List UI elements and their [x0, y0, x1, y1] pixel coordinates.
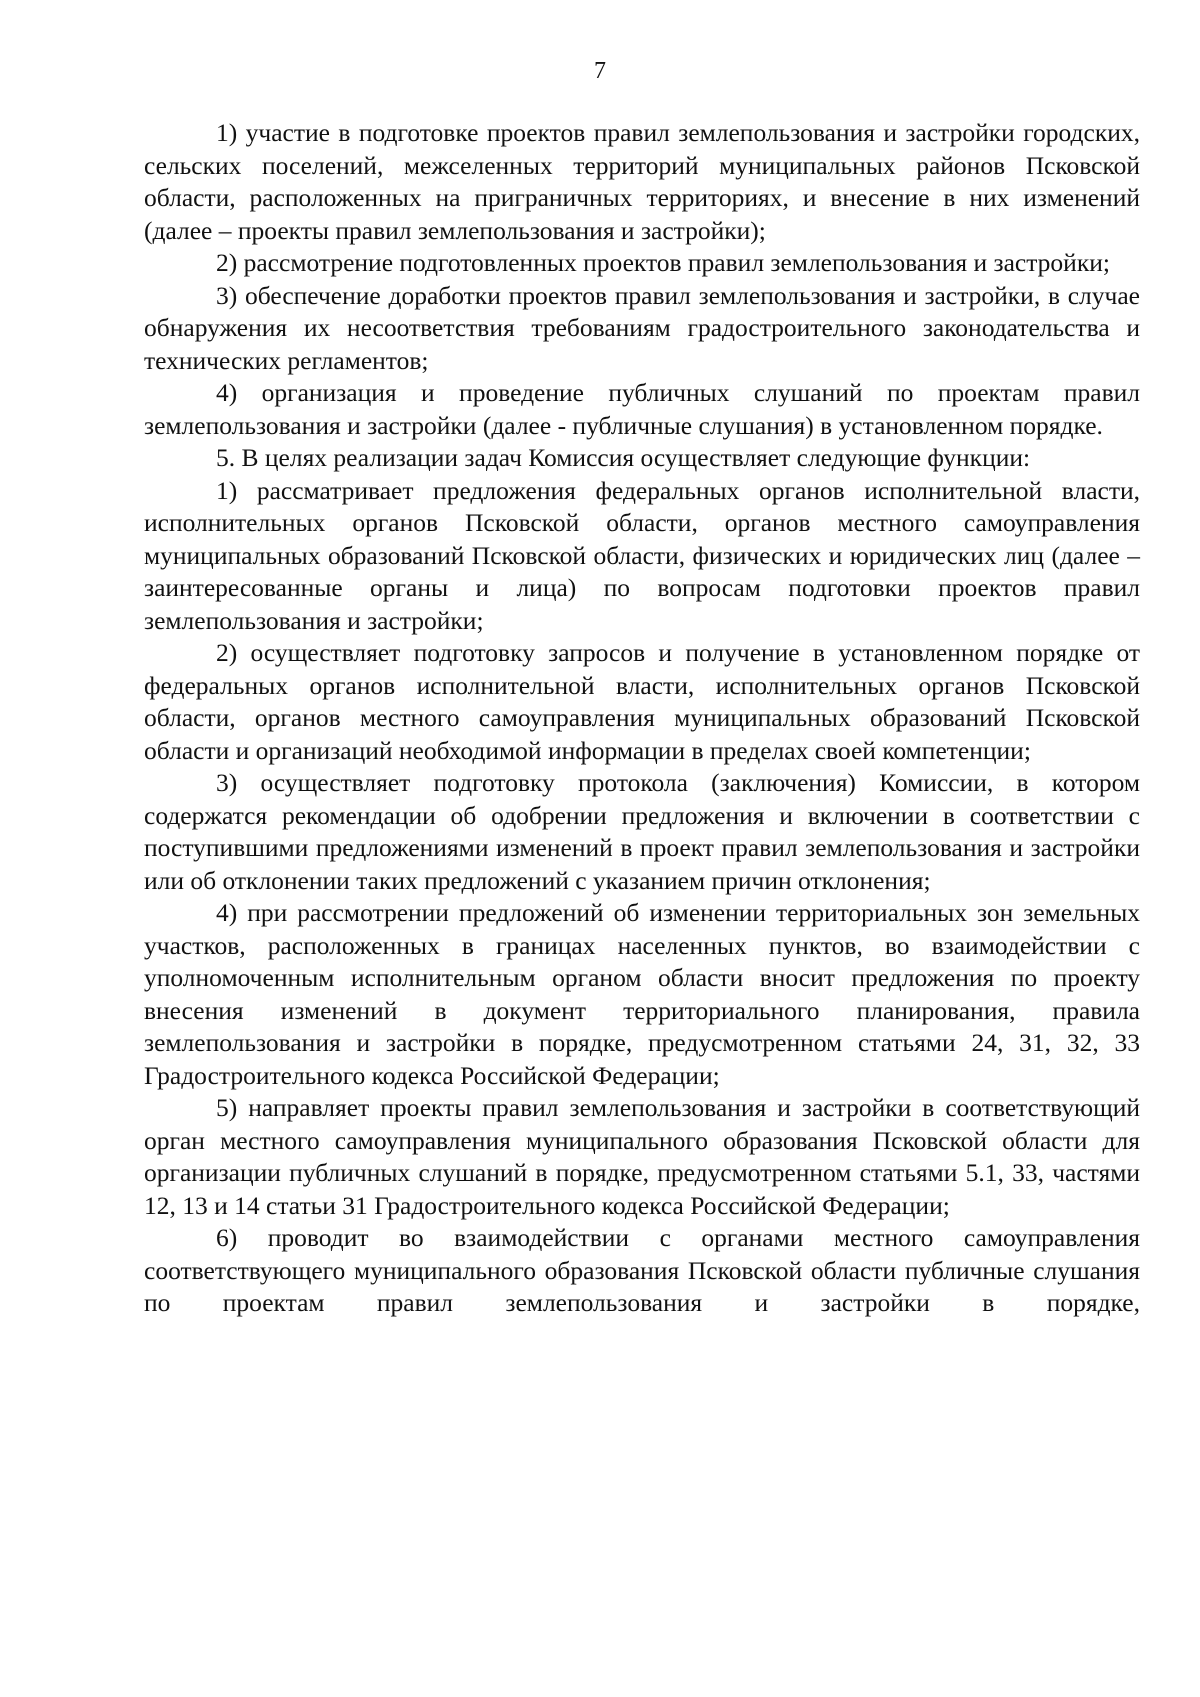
paragraph-function-4: 4) при рассмотрении предложений об изменении территориальных зон земельных участков, расположенных в границах населенных пунктов, во взаимодействии с уполномоченным исполнительным органом области вносит предложения по проекту внесения изменений в документ территориального планирования, правила землепользования и застройки в порядке, предусмотренном статьями 24, 31, 32, 33 Градостроительного кодекса Российской Федерации; [144, 898, 1140, 1090]
paragraph-function-3: 3) осуществляет подготовку протокола (заключения) Комиссии, в котором содержатся рекомендации об одобрении предложения и включении в соответствии с поступившими предложениями изменений в проект правил землепользования и застройки или об отклонении таких предложений с указанием причин отклонения; [144, 768, 1140, 895]
paragraph-task-4: 4) организация и проведение публичных слушаний по проектам правил землепользования и застройки (далее - публичные слушания) в установленном порядке. [144, 378, 1140, 440]
paragraph-section-5-heading: 5. В целях реализации задач Комиссия осуществляет следующие функции: [216, 443, 1031, 472]
document-body [144, 117, 1140, 1320]
paragraph-function-1: 1) рассматривает предложения федеральных органов исполнительной власти, исполнительных органов Псковской области, органов местного самоуправления муниципальных образований Псковской области, физических и юридических лиц (далее – заинтересованные органы и лица) по вопросам подготовки проектов правил землепользования и застройки; [144, 475, 1140, 635]
page-number: 7 [594, 58, 606, 84]
paragraph-function-6: 6) проводит во взаимодействии с органами местного самоуправления соответствующего муниципального образования Псковской области публичные слушания по проектам правил землепользования и застройки в порядке, [144, 1223, 1140, 1317]
paragraph-function-2: 2) осуществляет подготовку запросов и получение в установленном порядке от федеральных органов исполнительной власти, исполнительных органов Псковской области, органов местного самоуправления муниципальных образований Псковской области и организаций необходимой информации в пределах своей компетенции; [144, 638, 1140, 765]
paragraph-function-5: 5) направляет проекты правил землепользования и застройки в соответствующий орган местного самоуправления муниципального образования Псковской области для организации публичных слушаний в порядке, предусмотренном статьями 5.1, 33, частями 12, 13 и 14 статьи 31 Градостроительного кодекса Российской Федерации; [144, 1093, 1140, 1220]
paragraph-task-1: 1) участие в подготовке проектов правил землепользования и застройки городских, сельских поселений, межселенных территорий муниципальных районов Псковской области, расположенных на приграничных территориях, и внесение в них изменений (далее – проекты правил землепользования и застройки); [144, 118, 1140, 245]
paragraph-task-2: 2) рассмотрение подготовленных проектов правил землепользования и застройки; [216, 248, 1110, 277]
paragraph-task-3: 3) обеспечение доработки проектов правил землепользования и застройки, в случае обнаружения их несоответствия требованиям градостроительного законодательства и технических регламентов; [144, 280, 1140, 375]
